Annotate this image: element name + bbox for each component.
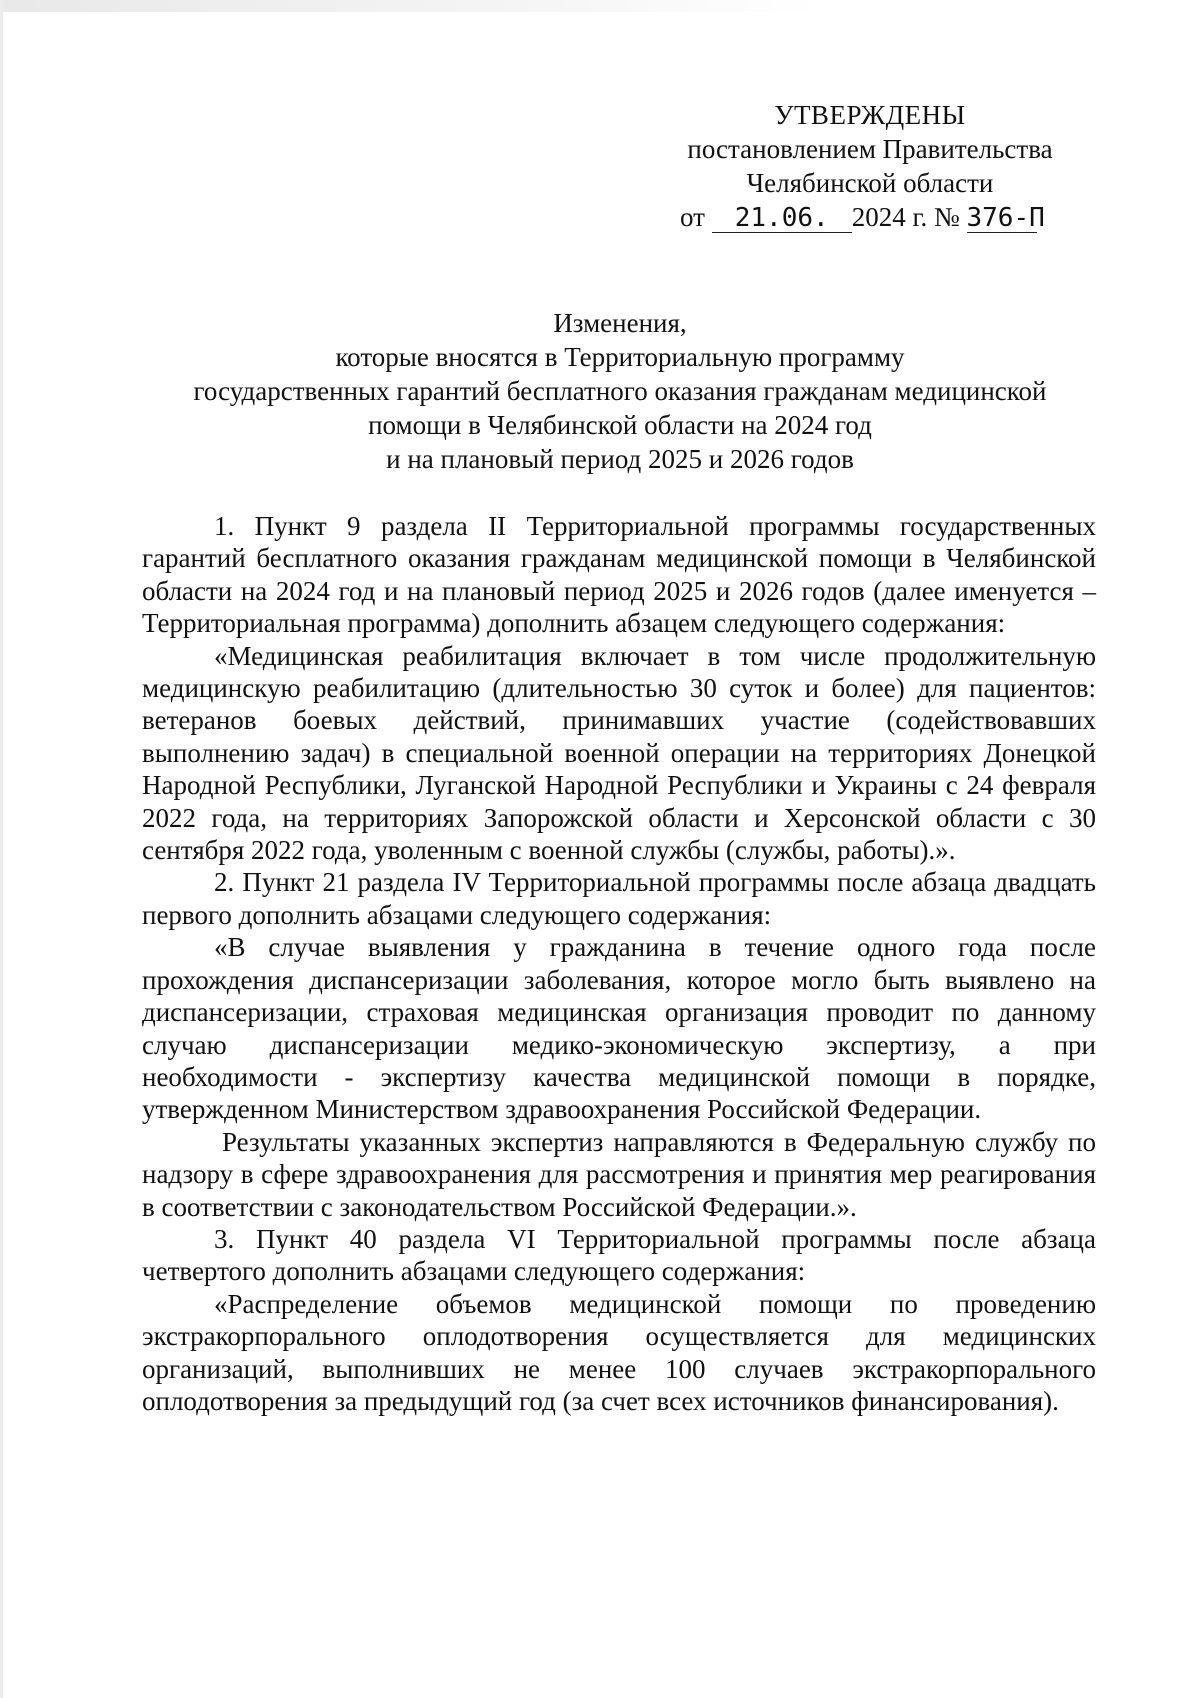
paragraph-quote-2-cont: Результаты указанных экспертиз направляются в Федеральную службу по надзору в сфере здравоохранения для рассмотрения и принятия мер реагирования в соответствии с законодательством Российской Федерации.». bbox=[142, 1126, 1096, 1222]
date-prefix: от bbox=[680, 202, 705, 232]
paragraph-quote-2: «В случае выявления у гражданина в течение одного года после прохождения диспансеризации заболевания, которое могло быть выявлено на диспансеризации, страховая медицинская организация проводит по данному случаю диспансеризации медико-экономическую экспертизу, а при необходимости - экспертизу качества медицинской помощи в порядке, утвержденном Министерством здравоохранения Российской Федерации. bbox=[142, 932, 1096, 1125]
handwritten-date: 21.06. bbox=[712, 204, 852, 233]
approval-title: УТВЕРЖДЕНЫ bbox=[774, 100, 966, 130]
handwritten-number: 376-П bbox=[966, 203, 1045, 233]
approval-block bbox=[660, 98, 1080, 234]
scan-edge-artifact bbox=[0, 0, 820, 12]
heading-line: которые вносятся в Территориальную программу bbox=[335, 342, 905, 372]
approval-line-2: Челябинской области bbox=[746, 168, 994, 198]
paragraph-item-3: 3. Пункт 40 раздела VI Территориальной программы после абзаца четвертого дополнить абзацами следующего содержания: bbox=[142, 1223, 1096, 1287]
paragraph-item-1: 1. Пункт 9 раздела II Территориальной программы государственных гарантий бесплатного оказания гражданам медицинской помощи в Челябинской области на 2024 год и на плановый период 2025 и 2026 годов (далее именуется – Территориальная программа) дополнить абзацем следующего содержания: bbox=[142, 511, 1096, 639]
paragraph-quote-3: «Распределение объемов медицинской помощи по проведению экстракорпорального оплодотворения осуществляется для медицинских организаций, выполнивших не менее 100 случаев экстракорпорального оплодотворения за предыдущий год (за счет всех источников финансирования). bbox=[142, 1288, 1096, 1416]
document-body bbox=[142, 510, 1096, 1417]
date-year: 2024 г. № bbox=[851, 202, 960, 232]
approval-line-1: постановлением Правительства bbox=[687, 134, 1053, 164]
heading-line: Изменения, bbox=[553, 308, 687, 338]
heading-line: помощи в Челябинской области на 2024 год bbox=[368, 410, 872, 440]
heading-line: и на плановый период 2025 и 2026 годов bbox=[386, 444, 854, 474]
heading-line: государственных гарантий бесплатного оказания гражданам медицинской bbox=[193, 376, 1047, 406]
paragraph-quote-1: «Медицинская реабилитация включает в том числе продолжительную медицинскую реабилитацию (длительностью 30 суток и более) для пациентов: ветеранов боевых действий, принимавших участие (содействовавших выполнению задач) в специальной военной операции на территориях Донецкой Народной Республики, Луганской Народной Республики и Украины с 24 февраля 2022 года, на территориях Запорожской области и Херсонской области с 30 сентября 2022 года, уволенным с военной службы (службы, работы).». bbox=[142, 640, 1096, 866]
scan-left-artifact bbox=[0, 0, 3, 1698]
paragraph-item-2: 2. Пункт 21 раздела IV Территориальной программы после абзаца двадцать первого дополнить абзацами следующего содержания: bbox=[142, 867, 1096, 930]
approval-date-row bbox=[660, 200, 1080, 234]
document-heading bbox=[130, 306, 1110, 476]
